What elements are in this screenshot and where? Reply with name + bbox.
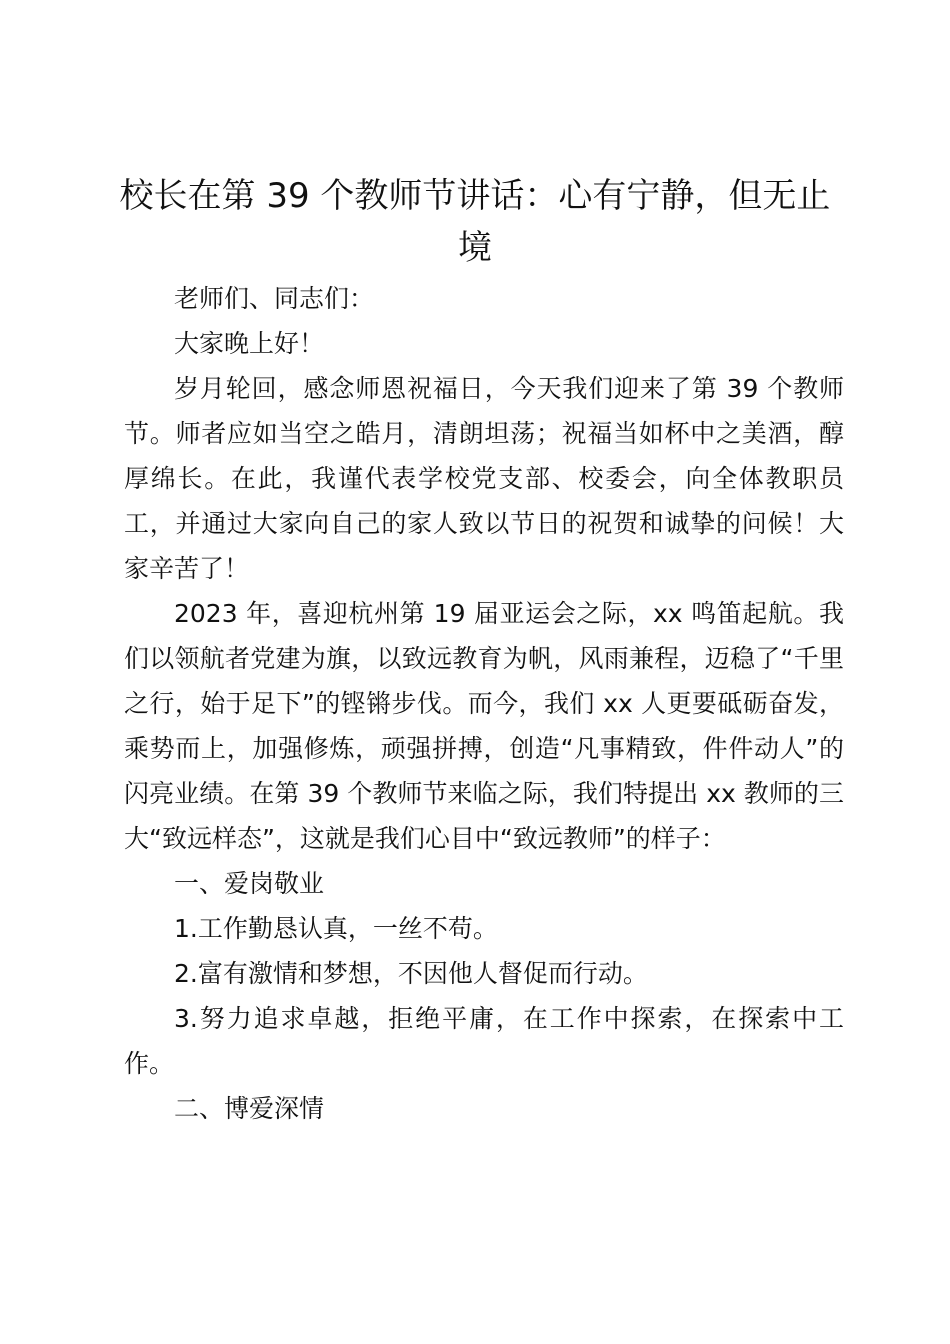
section-heading-2: 二、博爱深情 <box>174 1094 325 1123</box>
list-item-1: 1.工作勤恳认真，一丝不苟。 <box>174 914 498 943</box>
paragraph-opening: 岁月轮回，感念师恩祝福日，今天我们迎来了第 39 个教师节。师者应如当空之皓月，清朗坦荡；祝福当如杯中之美酒，醇厚绵长。在此，我谨代表学校党支部、校委会，向全体教职员工，并通过大家向自己的家人致以节日的祝贺和诚挚的问候！大家辛苦了！ <box>124 374 844 583</box>
section-heading-1: 一、爱岗敬业 <box>174 869 325 898</box>
list-item-2: 2.富有激情和梦想，不因他人督促而行动。 <box>174 959 648 988</box>
document-body <box>124 276 844 1131</box>
list-item-3: 3.努力追求卓越，拒绝平庸，在工作中探索，在探索中工作。 <box>124 1004 844 1078</box>
document-title: 校长在第 39 个教师节讲话：心有宁静，但无止境 <box>119 176 831 268</box>
salutation: 老师们、同志们： <box>174 284 375 313</box>
greeting: 大家晚上好！ <box>174 329 325 358</box>
paragraph-2023: 2023 年，喜迎杭州第 19 届亚运会之际，xx 鸣笛起航。我们以领航者党建为旗，以致远教育为帆，风雨兼程，迈稳了“千里之行，始于足下”的铿锵步伐。而今，我们 xx 人更要砥砺奋发，乘势而上，加强修炼，顽强拼搏，创造“凡事精致，件件动人”的闪亮业绩。在第 39 个教师节来临之际，我们特提出 xx 教师的三大“致远样态”，这就是我们心目中“致远教师”的样子： <box>124 599 844 853</box>
